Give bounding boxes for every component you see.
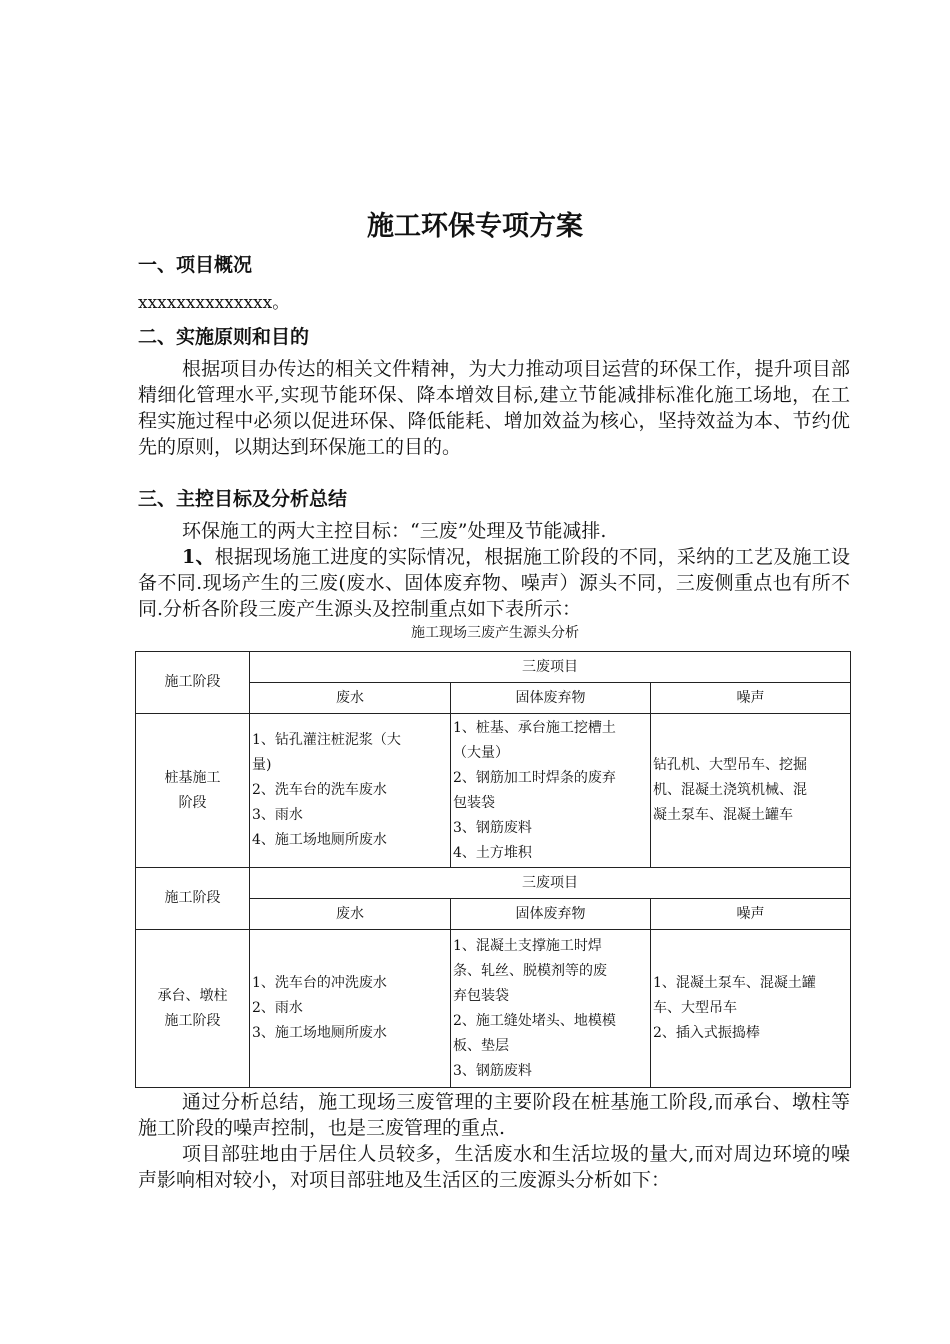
table-header-row [136,868,851,899]
noise-line: 机、混凝土浇筑机械、混 [653,782,807,798]
stage-line: 承台、墩柱 [157,987,228,1004]
stages-paragraph [138,544,850,622]
solid-line: 3、钢筋废料 [453,1062,532,1079]
stage-cell [136,930,250,1088]
stages-paragraph-number: 1、 [182,546,215,568]
group-header-cell: 三废项目 [250,652,851,683]
table-row [136,714,851,868]
noise-line: 1、混凝土泵车、混凝土罐 [653,975,816,991]
camp-paragraph: 项目部驻地由于居住人员较多，生活废水和生活垃圾的量大,而对周边环境的噪声影响相对较小，对项目部驻地及生活区的三废源头分析如下： [138,1143,850,1191]
solid-line: 1、混凝土支撑施工时焊 [453,937,602,954]
water-line: 2、雨水 [252,1000,303,1016]
solid-line: 3、钢筋废料 [453,819,532,836]
principles-paragraph: 根据项目办传达的相关文件精神，为大力推动项目运营的环保工作，提升项目部精细化管理水平,实现节能环保、降本增效目标,建立节能减排标准化施工场地，在工程实施过程中必须以促进环保、降低能耗、增加效益为核心，坚持效益为本、节约优先的原则，以期达到环保施工的目的。 [138,358,850,458]
water-line: 1、洗车台的冲洗废水 [252,975,387,991]
noise-header-cell: 噪声 [651,683,851,714]
noise-line: 钻孔机、大型吊车、挖掘 [653,757,807,773]
stage-header-cell: 施工阶段 [136,652,250,714]
noise-cell [651,714,851,868]
solid-line: 包装袋 [453,794,495,811]
solid-line: 4、土方堆积 [453,844,532,861]
water-line: 3、施工场地厕所废水 [252,1025,387,1041]
section-heading-overview: 一、项目概况 [138,254,253,276]
solid-line: 2、施工缝处堵头、地模模 [453,1012,616,1029]
table-header-row [136,652,851,683]
water-cell [250,714,451,868]
solid-line: （大量） [453,744,509,761]
solid-line: 1、桩基、承台施工挖槽土 [453,719,616,736]
noise-cell [651,930,851,1088]
stage-header-cell: 施工阶段 [136,868,250,930]
solid-line: 条、轧丝、脱模剂等的废 [453,962,607,979]
stage-line: 阶段 [178,794,207,811]
noise-line: 凝土泵车、混凝土罐车 [653,807,793,823]
water-line: 3、雨水 [252,807,303,823]
solid-header-cell: 固体废弃物 [451,683,651,714]
solid-line: 板、垫层 [453,1037,509,1054]
water-header-cell: 废水 [250,899,451,930]
table-row [136,930,851,1088]
stage-line: 桩基施工 [164,769,221,786]
table-caption: 施工现场三废产生源头分析 [411,625,579,641]
solid-cell [451,714,651,868]
solid-cell [451,930,651,1088]
water-cell [250,930,451,1088]
targets-paragraph: 环保施工的两大主控目标：“三废”处理及节能减排. [182,520,607,542]
water-line: 2、洗车台的洗车废水 [252,782,387,798]
solid-line: 弃包装袋 [453,987,509,1004]
solid-line: 2、钢筋加工时焊条的废弃 [453,769,616,786]
group-header-cell: 三废项目 [250,868,851,899]
document-title: 施工环保专项方案 [367,211,583,242]
water-line: 4、施工场地厕所废水 [252,832,387,848]
section-heading-targets: 三、主控目标及分析总结 [138,488,348,510]
water-line: 1、钻孔灌注桩泥浆（大 [252,732,401,748]
noise-line: 车、大型吊车 [653,1000,737,1016]
water-header-cell: 废水 [250,683,451,714]
section-heading-principles: 二、实施原则和目的 [138,326,310,348]
noise-header-cell: 噪声 [651,899,851,930]
summary-paragraph: 通过分析总结，施工现场三废管理的主要阶段在桩基施工阶段,而承台、墩柱等施工阶段的噪声控制，也是三废管理的重点. [138,1091,850,1139]
overview-text: xxxxxxxxxxxxxx。 [138,293,290,313]
stage-line: 施工阶段 [164,1012,221,1029]
waste-source-table [135,651,851,1088]
solid-header-cell: 固体废弃物 [451,899,651,930]
noise-line: 2、插入式振捣棒 [653,1025,760,1041]
stages-paragraph-text: 根据现场施工进度的实际情况，根据施工阶段的不同，采纳的工艺及施工设备不同.现场产生的三废(废水、固体废弃物、噪声）源头不同，三废侧重点也有所不同.分析各阶段三废产生源头及控制重点如下表所示： [138,546,850,620]
stage-cell [136,714,250,868]
water-line: 量) [252,757,272,773]
